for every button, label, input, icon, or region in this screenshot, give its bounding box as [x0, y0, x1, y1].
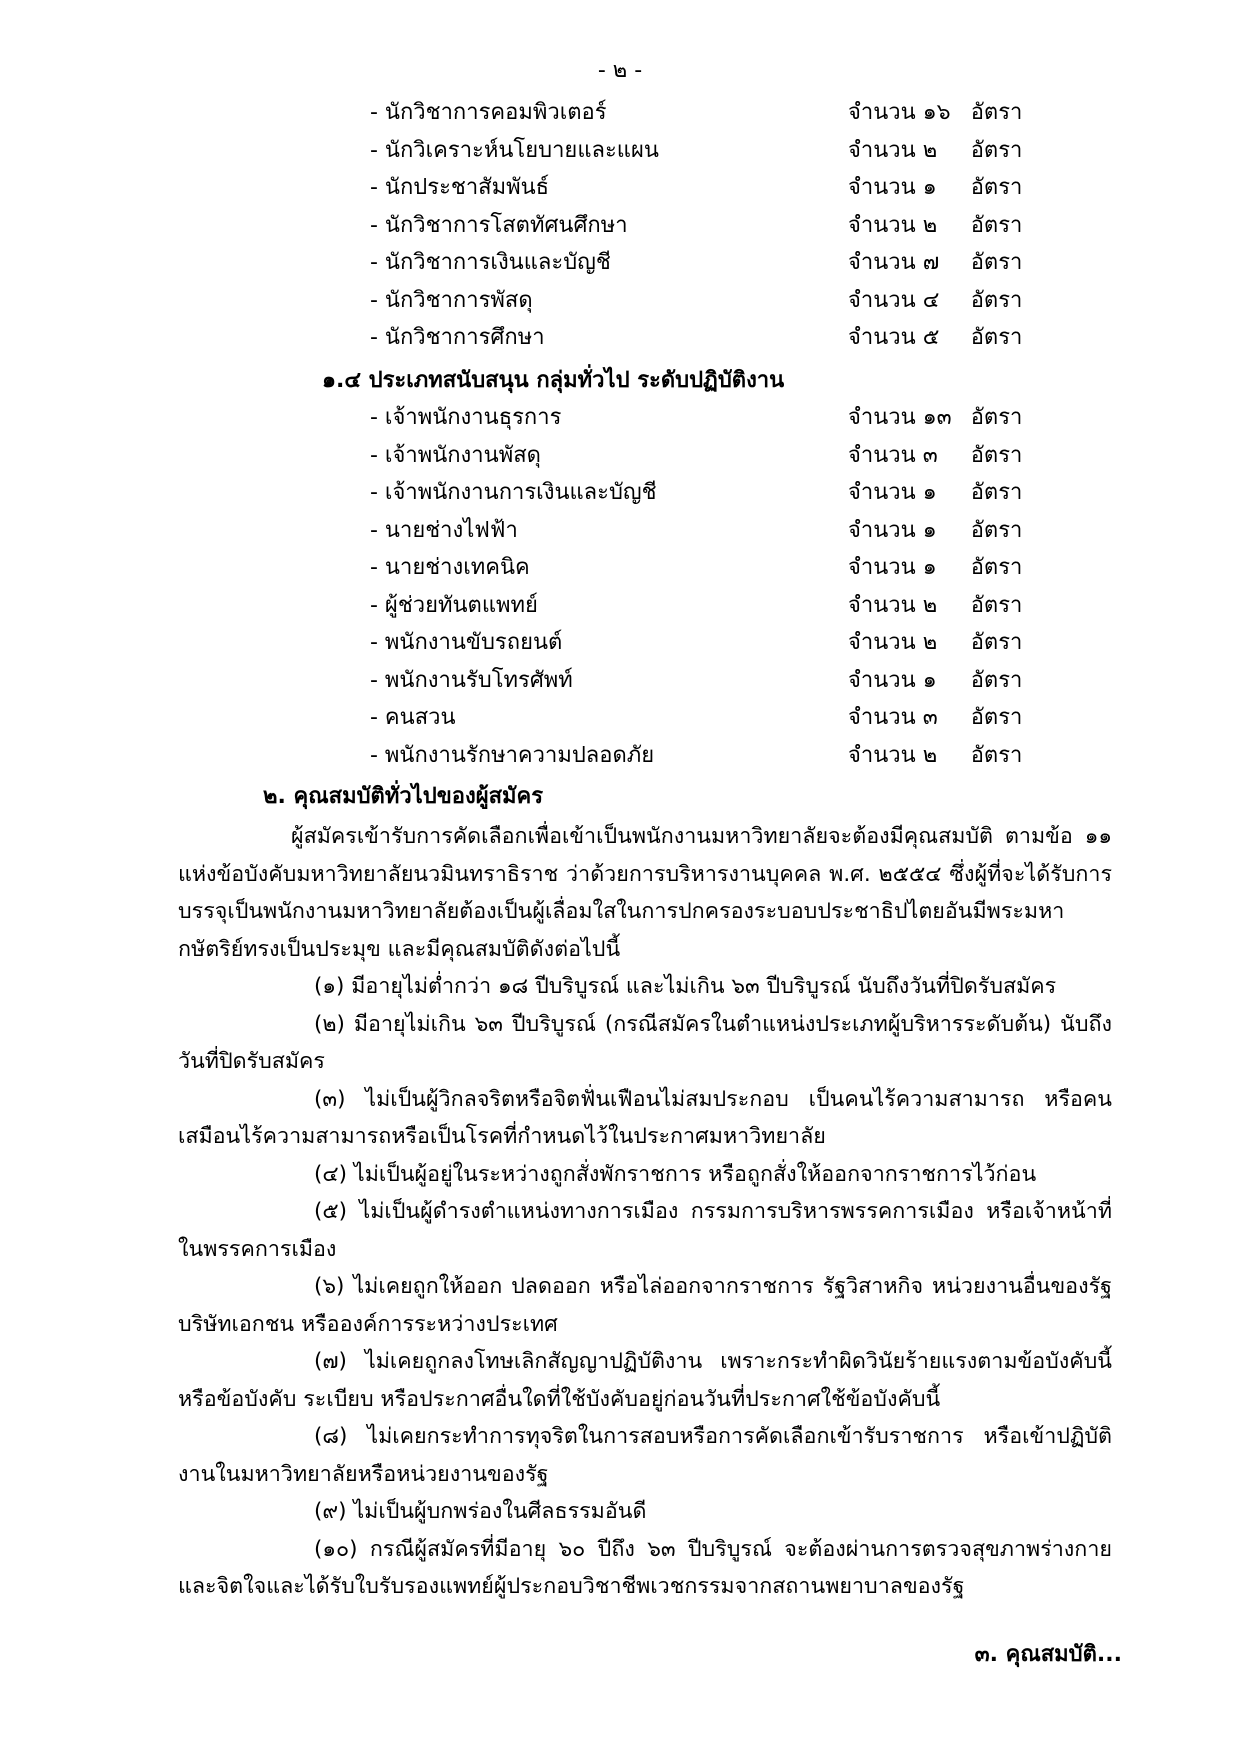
- count-unit: อัตรา: [970, 250, 1023, 275]
- count-label: จำนวน: [848, 630, 916, 655]
- count-unit: อัตรา: [970, 405, 1023, 430]
- position-count: [848, 207, 1022, 245]
- count-value: ๑๓: [922, 405, 952, 430]
- count-label: จำนวน: [848, 250, 916, 275]
- position-row: [0, 624, 1240, 662]
- count-value: ๒: [922, 742, 938, 768]
- count-value: ๑๖: [922, 100, 951, 125]
- count-label: จำนวน: [848, 705, 916, 730]
- count-unit: อัตรา: [970, 517, 1023, 543]
- position-row: [0, 474, 1240, 512]
- position-count: [848, 549, 1022, 587]
- qualifications-body: [178, 818, 1112, 1606]
- qualification-item: (๒) มีอายุไม่เกิน ๖๓ ปีบริบูรณ์ (กรณีสมัครในตำแหน่งประเภทผู้บริหารระดับต้น) นับถึงวันที่ปิดรับสมัคร: [178, 1011, 1112, 1074]
- support-position-list: [0, 399, 1240, 774]
- position-name: - นักวิชาการเงินและบัญชี: [370, 250, 611, 275]
- position-name: - พนักงานขับรถยนต์: [370, 630, 563, 655]
- count-value: ๒: [922, 592, 938, 618]
- position-row: [0, 399, 1240, 437]
- position-row: [0, 207, 1240, 245]
- count-label: จำนวน: [848, 287, 916, 313]
- count-label: จำนวน: [848, 405, 916, 430]
- count-unit: อัตรา: [970, 592, 1023, 618]
- count-value: ๒: [922, 630, 938, 655]
- position-name: - ผู้ช่วยทันตแพทย์: [370, 592, 538, 618]
- qualification-item: (๓) ไม่เป็นผู้วิกลจริตหรือจิตฟั่นเฟือนไม่สมประกอบ เป็นคนไร้ความสามารถ หรือคนเสมือนไร้ความสามารถหรือเป็นโรคที่กำหนดไว้ในประกาศมหาวิทยาลัย: [178, 1086, 1112, 1149]
- position-count: [848, 474, 1022, 512]
- count-value: ๑: [922, 555, 937, 580]
- count-label: จำนวน: [848, 442, 916, 468]
- position-count: [848, 399, 1022, 437]
- position-count: [848, 132, 1022, 170]
- qualification-item: (๙) ไม่เป็นผู้บกพร่องในศีลธรรมอันดี: [314, 1499, 647, 1524]
- position-name: - พนักงานรักษาความปลอดภัย: [370, 742, 655, 768]
- count-label: จำนวน: [848, 137, 916, 163]
- position-name: - นายช่างเทคนิค: [370, 555, 530, 580]
- qualification-item: (๖) ไม่เคยถูกให้ออก ปลดออก หรือไล่ออกจากราชการ รัฐวิสาหกิจ หน่วยงานอื่นของรัฐ บริษัทเอกชน หรือองค์การระหว่างประเทศ: [178, 1274, 1112, 1337]
- count-label: จำนวน: [848, 667, 916, 693]
- count-unit: อัตรา: [970, 555, 1023, 580]
- count-value: ๑: [922, 517, 937, 543]
- position-name: - นายช่างไฟฟ้า: [370, 517, 518, 543]
- count-value: ๔: [922, 287, 940, 313]
- count-unit: อัตรา: [970, 742, 1023, 768]
- count-label: จำนวน: [848, 592, 916, 618]
- count-unit: อัตรา: [970, 480, 1023, 505]
- position-name: - พนักงานรับโทรศัพท์: [370, 667, 573, 693]
- count-label: จำนวน: [848, 480, 916, 505]
- count-label: จำนวน: [848, 555, 916, 580]
- position-name: - เจ้าพนักงานการเงินและบัญชี: [370, 480, 657, 505]
- count-value: ๑: [922, 667, 937, 693]
- position-row: [0, 94, 1240, 132]
- academic-position-list: [0, 94, 1240, 357]
- position-row: [0, 319, 1240, 357]
- position-count: [848, 169, 1022, 207]
- position-count: [848, 737, 1022, 775]
- position-row: [0, 512, 1240, 550]
- position-row: [0, 699, 1240, 737]
- count-value: ๓: [922, 705, 938, 730]
- count-label: จำนวน: [848, 212, 916, 238]
- section-1-4-heading: ๑.๔ ประเภทสนับสนุน กลุ่มทั่วไป ระดับปฏิบัติงาน: [322, 368, 785, 393]
- page-number: - ๒ -: [597, 58, 643, 83]
- position-name: - นักวิชาการคอมพิวเตอร์: [370, 100, 607, 125]
- position-name: - คนสวน: [370, 705, 456, 730]
- count-value: ๒: [922, 137, 938, 163]
- count-unit: อัตรา: [970, 442, 1023, 468]
- position-row: [0, 549, 1240, 587]
- count-unit: อัตรา: [970, 705, 1023, 730]
- position-row: [0, 169, 1240, 207]
- count-unit: อัตรา: [970, 667, 1023, 693]
- count-value: ๒: [922, 212, 938, 238]
- count-unit: อัตรา: [970, 175, 1023, 200]
- position-row: [0, 662, 1240, 700]
- position-row: [0, 244, 1240, 282]
- qualification-item: (๗) ไม่เคยถูกลงโทษเลิกสัญญาปฏิบัติงาน เพราะกระทำผิดวินัยร้ายแรงตามข้อบังคับนี้ หรือข้อบังคับ ระเบียบ หรือประกาศอื่นใดที่ใช้บังคับอยู่ก่อนวันที่ประกาศใช้ข้อบังคับนี้: [178, 1349, 1112, 1412]
- position-name: - นักวิชาการศึกษา: [370, 325, 545, 350]
- position-row: [0, 132, 1240, 170]
- count-value: ๓: [922, 442, 938, 468]
- section-2-heading: ๒. คุณสมบัติทั่วไปของผู้สมัคร: [263, 784, 544, 809]
- position-count: [848, 662, 1022, 700]
- count-label: จำนวน: [848, 175, 916, 200]
- qualification-item: (๑) มีอายุไม่ต่ำกว่า ๑๘ ปีบริบูรณ์ และไม่เกิน ๖๓ ปีบริบูรณ์ นับถึงวันที่ปิดรับสมัคร: [314, 974, 1057, 999]
- count-label: จำนวน: [848, 325, 916, 350]
- count-unit: อัตรา: [970, 287, 1023, 313]
- position-count: [848, 437, 1022, 475]
- position-count: [848, 94, 1022, 132]
- qualification-item: (๔) ไม่เป็นผู้อยู่ในระหว่างถูกสั่งพักราชการ หรือถูกสั่งให้ออกจากราชการไว้ก่อน: [314, 1161, 1037, 1187]
- position-name: - เจ้าพนักงานธุรการ: [370, 405, 562, 430]
- position-row: [0, 587, 1240, 625]
- next-page-hint: ๓. คุณสมบัติ...: [974, 1642, 1122, 1667]
- qualification-item: (๕) ไม่เป็นผู้ดำรงตำแหน่งทางการเมือง กรรมการบริหารพรรคการเมือง หรือเจ้าหน้าที่ในพรรคการเมือง: [178, 1199, 1112, 1262]
- qualification-item: (๑๐) กรณีผู้สมัครที่มีอายุ ๖๐ ปีถึง ๖๓ ปีบริบูรณ์ จะต้องผ่านการตรวจสุขภาพร่างกายและจิตใจและได้รับใบรับรองแพทย์ผู้ประกอบวิชาชีพเวชกรรมจากสถานพยาบาลของรัฐ: [178, 1536, 1112, 1599]
- count-unit: อัตรา: [970, 137, 1023, 163]
- count-value: ๗: [922, 250, 940, 275]
- count-unit: อัตรา: [970, 630, 1023, 655]
- qualification-item: (๘) ไม่เคยกระทำการทุจริตในการสอบหรือการคัดเลือกเข้ารับราชการ หรือเข้าปฏิบัติงานในมหาวิทยาลัยหรือหน่วยงานของรัฐ: [178, 1424, 1112, 1487]
- position-count: [848, 699, 1022, 737]
- count-label: จำนวน: [848, 517, 916, 543]
- count-label: จำนวน: [848, 742, 916, 768]
- position-name: - นักวิเคราะห์นโยบายและแผน: [370, 137, 659, 163]
- position-name: - นักวิชาการพัสดุ: [370, 287, 533, 313]
- count-value: ๕: [922, 325, 940, 350]
- position-row: [0, 282, 1240, 320]
- qualifications-intro: ผู้สมัครเข้ารับการคัดเลือกเพื่อเข้าเป็นพนักงานมหาวิทยาลัยจะต้องมีคุณสมบัติ ตามข้อ ๑๑ แห่งข้อบังคับมหาวิทยาลัยนวมินทราธิราช ว่าด้วยการบริหารงานบุคคล พ.ศ. ๒๕๕๔ ซึ่งผู้ที่จะได้รับการบรรจุเป็นพนักงานมหาวิทยาลัยต้องเป็นผู้เลื่อมใสในการปกครองระบอบประชาธิปไตยอันมีพระมหากษัตริย์ทรงเป็นประมุข และมีคุณสมบัติดังต่อไปนี้: [178, 824, 1112, 962]
- count-unit: อัตรา: [970, 212, 1023, 238]
- position-name: - เจ้าพนักงานพัสดุ: [370, 442, 541, 468]
- position-row: [0, 437, 1240, 475]
- position-name: - นักวิชาการโสตทัศนศึกษา: [370, 212, 628, 238]
- count-unit: อัตรา: [970, 100, 1023, 125]
- position-count: [848, 587, 1022, 625]
- position-count: [848, 282, 1022, 320]
- count-value: ๑: [922, 175, 937, 200]
- position-name: - นักประชาสัมพันธ์: [370, 175, 550, 200]
- count-unit: อัตรา: [970, 325, 1023, 350]
- count-value: ๑: [922, 480, 937, 505]
- count-label: จำนวน: [848, 100, 916, 125]
- position-row: [0, 737, 1240, 775]
- position-count: [848, 244, 1022, 282]
- position-count: [848, 319, 1022, 357]
- position-count: [848, 624, 1022, 662]
- position-count: [848, 512, 1022, 550]
